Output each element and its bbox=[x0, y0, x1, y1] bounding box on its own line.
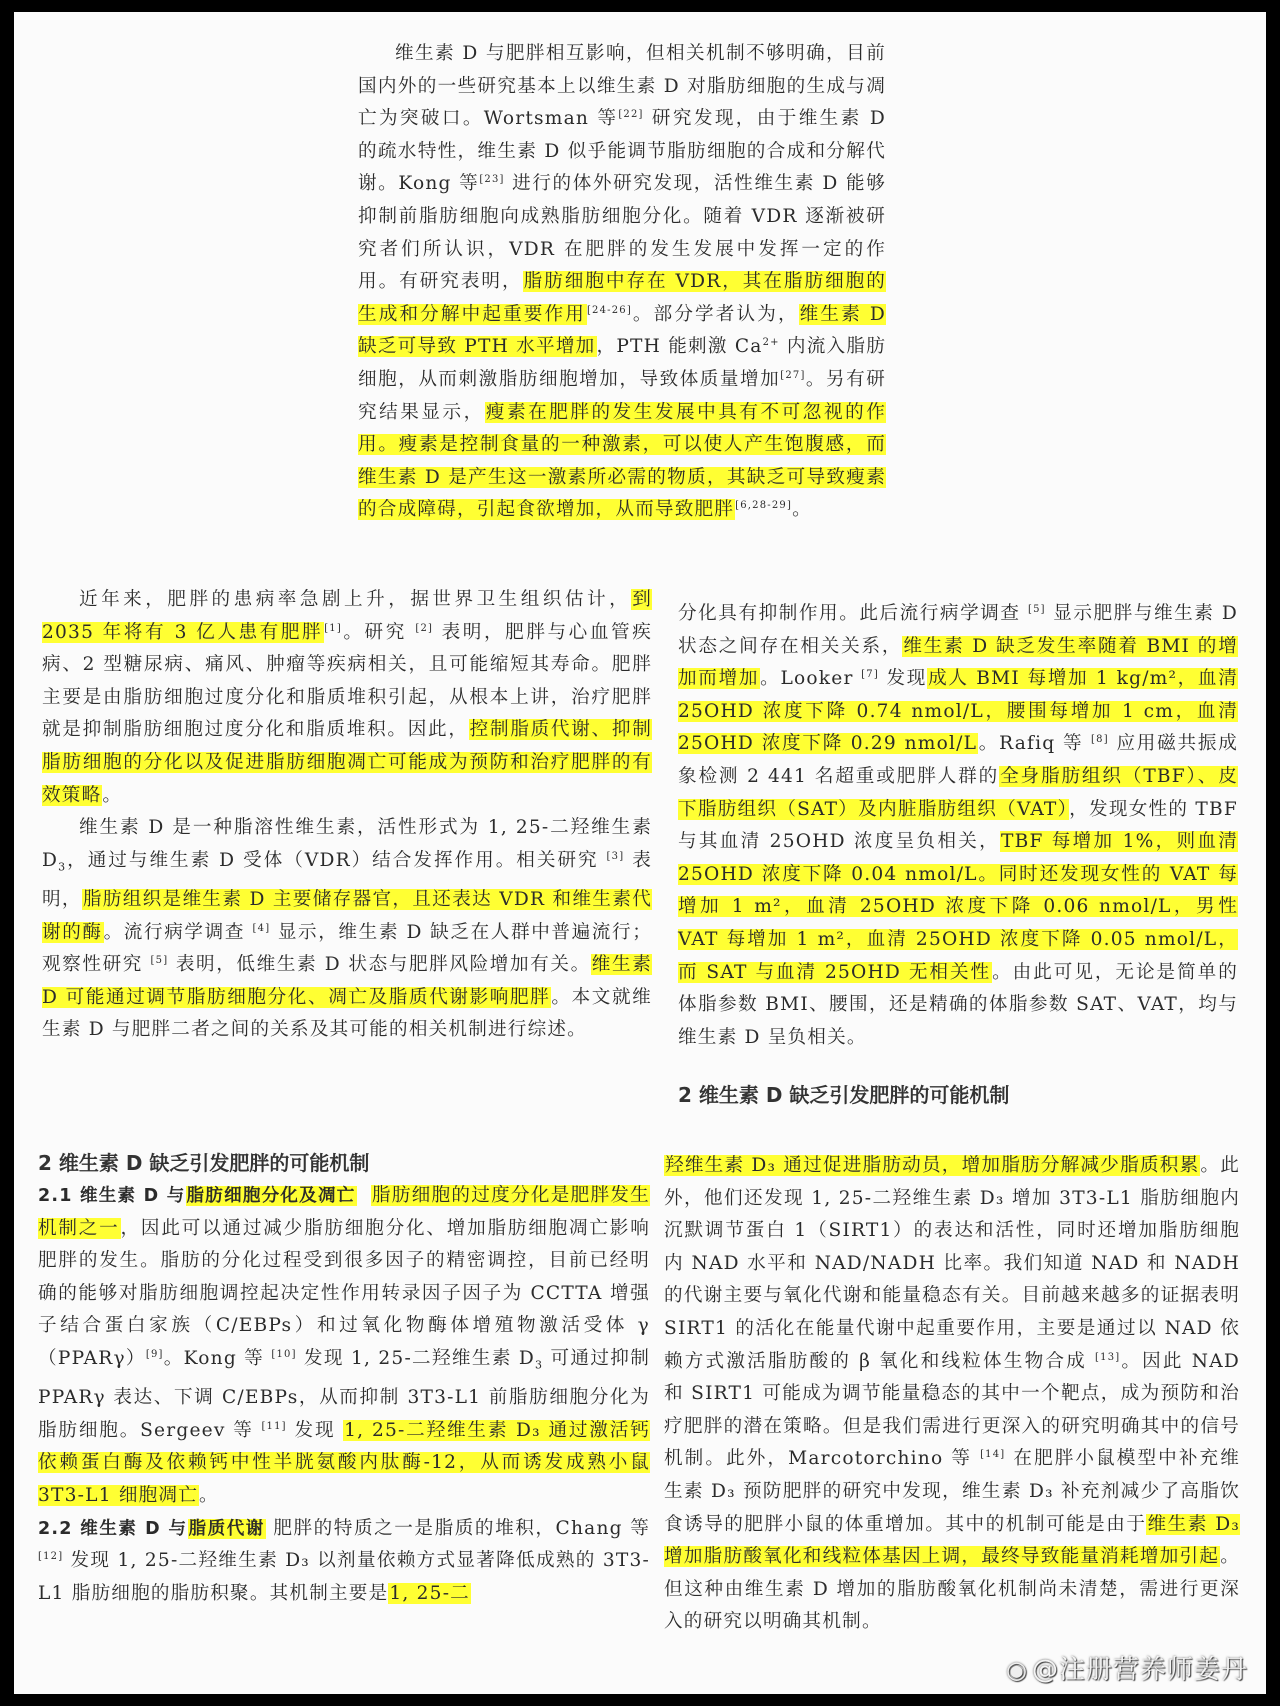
watermark-text: @注册营养师姜丹 bbox=[1031, 1655, 1248, 1685]
text-run: 。部分学者认为， bbox=[631, 303, 799, 325]
citation[interactable]: [11] bbox=[261, 1420, 287, 1432]
section-heading-right: 2 维生素 D 缺乏引发肥胖的可能机制 bbox=[678, 1083, 1010, 1108]
text-run: 显示，维生素 D 缺乏在人群中普遍流行；观察性研究 bbox=[42, 921, 652, 976]
text-run: 。Rafiq 等 bbox=[978, 733, 1092, 755]
text-run: 。此外，他们还发现 1, 25-二羟维生素 D₃ 增加 3T3-L1 脂肪细胞内沉默调节蛋白 1（SIRT1）的表达和活性，同时还增加脂肪细胞内 NAD 水平和 NAD/NADH 比率。我们知道 NAD 和 NADH 的代谢主要与氧化代谢和能量稳态有关。目前越来越多的证据表明 SIRT1 的活化在能量代谢中起重要作用，主要是通过以 NAD 依赖方式激活脂肪酸的 β 氧化和线粒体生物合成 bbox=[664, 1155, 1240, 1372]
highlight: 维生素 D 缺乏可导致 PTH 水平增加 bbox=[358, 303, 886, 358]
bottom-right-column bbox=[664, 1150, 1240, 1639]
citation[interactable]: [10] bbox=[271, 1348, 297, 1360]
citation[interactable]: [27] bbox=[780, 369, 806, 381]
highlight: 到 2035 年将有 3 亿人患有肥胖 bbox=[42, 589, 652, 643]
citation[interactable]: [2] bbox=[415, 622, 434, 634]
highlight: 维生素 D 可能通过调节脂肪细胞分化、凋亡及脂质代谢影响肥胖 bbox=[42, 954, 652, 1008]
section-heading-left: 2 维生素 D 缺乏引发肥胖的可能机制 bbox=[38, 1151, 370, 1175]
highlight: 脂肪组织是维生素 D 主要储存器官，且还表达 VDR 和维生素代谢的酶 bbox=[42, 889, 652, 943]
text-run: 发现 1, 25-二羟维生素 D bbox=[296, 1347, 536, 1369]
citation[interactable]: [12] bbox=[38, 1551, 64, 1563]
highlight: 1, 25-二 bbox=[389, 1582, 470, 1604]
highlight-heading: 脂肪细胞分化及凋亡 bbox=[186, 1186, 356, 1206]
highlight: 维生素 D₃ 增加脂肪酸氧化和线粒体基因上调，最终导致能量消耗增加引起 bbox=[664, 1513, 1240, 1568]
citation[interactable]: [3] bbox=[606, 850, 625, 862]
weibo-icon: ◉ bbox=[1006, 1656, 1028, 1684]
highlight: 成人 BMI 每增加 1 kg/m²，血清 25OHD 浓度下降 0.74 nmol/L，腰围每增加 1 cm，血清 25OHD 浓度下降 0.29 nmol/L bbox=[678, 668, 1239, 755]
section-2-1-paragraph bbox=[38, 1180, 650, 1513]
text-run: 。Looker bbox=[760, 668, 862, 690]
text-run: 。由此可见，无论是简单的体脂参数 BMI、腰围，还是精确的体脂参数 SAT、VAT，均与维生素 D 呈负相关。 bbox=[678, 961, 1239, 1048]
text-run: 表明，低维生素 D 状态与肥胖风险增加有关。 bbox=[168, 954, 591, 976]
highlight: 1, 25-二羟维生素 D₃ 通过激活钙依赖蛋白酶及依赖钙中性半胱氨酸内肽酶-12，从而诱发成熟小鼠 3T3-L1 细胞凋亡 bbox=[38, 1419, 650, 1507]
text-run: 。另有研究结果显示， bbox=[358, 368, 886, 423]
text-run: 。 bbox=[792, 499, 812, 521]
highlight: 瘦素在肥胖的发生发展中具有不可忽视的作用。瘦素是控制食量的一种激素，可以使人产生饱腹感，而维生素 D 是产生这一激素所必需的物质，其缺乏可导致瘦素的合成障碍，引起食欲增加，从而导致肥胖 bbox=[358, 401, 887, 521]
text-run: 。流行病学调查 bbox=[103, 921, 253, 943]
citation[interactable]: [6,28-29] bbox=[735, 500, 793, 512]
subsection-heading: 2.1 维生素 D 与 bbox=[38, 1186, 186, 1206]
subscript: 3 bbox=[58, 860, 67, 874]
citation[interactable]: [7] bbox=[861, 669, 879, 680]
citation[interactable]: [5] bbox=[1028, 603, 1046, 615]
text-run: 表明， bbox=[42, 849, 652, 911]
text-run: 。研究 bbox=[341, 621, 416, 643]
highlight-heading: 脂质代谢 bbox=[188, 1518, 265, 1539]
citation[interactable]: [4] bbox=[252, 922, 271, 934]
document-page bbox=[14, 12, 1266, 1694]
text-run: 维生素 D 是一种脂溶性维生素，活性形式为 1, 25-二羟维生素 D bbox=[42, 817, 652, 871]
highlight: 维生素 D 缺乏发生率随着 BMI 的增加而增加 bbox=[678, 635, 1238, 690]
subscript: 3 bbox=[535, 1358, 544, 1372]
top-paragraph-block bbox=[358, 38, 886, 527]
text-run: 可通过抑制 PPARγ 表达、下调 C/EBPs，从而抑制 3T3-L1 前脂肪细胞分化为脂肪细胞。Sergeev 等 bbox=[38, 1347, 650, 1441]
text-run: 显示肥胖与维生素 D 状态之间存在相关关系， bbox=[678, 603, 1238, 657]
bottom-left-column bbox=[38, 1148, 650, 1610]
highlight: 脂肪细胞的过度分化是肥胖发生机制之一 bbox=[38, 1185, 650, 1239]
epidemiology-paragraph bbox=[678, 598, 1238, 1054]
text-run: ，通过与维生素 D 受体（VDR）结合发挥作用。相关研究 bbox=[66, 849, 607, 871]
top-paragraph bbox=[358, 38, 886, 527]
middle-left-column bbox=[42, 584, 652, 1047]
citation[interactable]: [1] bbox=[324, 622, 342, 634]
text-run: 发现 bbox=[286, 1419, 344, 1441]
highlight: TBF 每增加 1%，则血清 25OHD 浓度下降 0.04 nmol/L。同时还发现女性的 VAT 每增加 1 m²，血清 25OHD 浓度下降 0.06 nmol/L，男性 VAT 每增加 1 m²，血清 25OHD 浓度下降 0.05 nmol/L，而 SAT 与血清 25OHD 无相关性 bbox=[678, 831, 1238, 983]
text-run: 。 bbox=[199, 1485, 219, 1507]
intro-paragraph-2 bbox=[42, 812, 652, 1047]
text-run: ，因此可以通过减少脂肪细胞分化、增加脂肪细胞凋亡影响肥胖的发生。脂肪的分化过程受到很多因子的精密调控，目前已经明确的能够对脂肪细胞调控起决定性作用转录因子因子为 CCTTA 增强子结合蛋白家族（C/EBPs）和过氧化物酶体增殖物激活受体 γ（PPARγ） bbox=[38, 1217, 650, 1369]
highlight: 羟维生素 D₃ 通过促进脂肪动员，增加脂肪分解减少脂质积累 bbox=[665, 1155, 1200, 1176]
text-run: 内流入脂肪细胞，从而刺激脂肪细胞增加，导致体质量增加 bbox=[358, 336, 886, 390]
highlight: 脂肪细胞中存在 VDR，其在脂肪细胞的生成和分解中起重要作用 bbox=[358, 271, 887, 325]
citation[interactable]: [23] bbox=[479, 174, 505, 186]
text-run: 。但这种由维生素 D 增加的脂肪酸氧化机制尚未清楚，需进行更深入的研究以明确其机制。 bbox=[664, 1546, 1240, 1633]
citation[interactable]: [5] bbox=[150, 955, 169, 967]
text-run: 分化具有抑制作用。此后流行病学调查 bbox=[678, 603, 1028, 624]
citation[interactable]: [8] bbox=[1091, 734, 1109, 746]
text-run: 发现 1, 25-二羟维生素 D₃ 以剂量依赖方式显著降低成熟的 3T3-L1 脂肪细胞的脂肪积聚。其机制主要是 bbox=[38, 1550, 650, 1604]
intro-paragraph-1 bbox=[42, 584, 652, 812]
citation[interactable]: [9] bbox=[145, 1348, 164, 1360]
text-run: 表明，肥胖与心血管疾病、2 型糖尿病、痛风、肿瘤等疾病相关，且可能缩短其寿命。肥胖主要是由脂肪细胞过度分化和脂质堆积引起，从根本上讲，治疗肥胖就是抑制脂肪细胞过度分化和脂质堆积。因此， bbox=[42, 621, 652, 741]
text-run: 。 bbox=[102, 784, 123, 806]
text-run: 。因此 NAD 和 SIRT1 可能成为调节能量稳态的其中一个靶点，成为预防和治疗肥胖的潜在策略。但是我们需进行更深入的研究明确其中的信号机制。此外，Marcotorchino 等 bbox=[664, 1350, 1240, 1470]
superscript: 2+ bbox=[762, 337, 780, 349]
text-run: 研究发现，由于维生素 D 的疏水特性，维生素 D 似乎能调节脂肪细胞的合成和分解代谢。Kong 等 bbox=[358, 108, 886, 195]
highlight: 全身脂肪组织（TBF）、皮下脂肪组织（SAT）及内脏脂肪组织（VAT） bbox=[678, 765, 1238, 820]
watermark bbox=[1006, 1649, 1248, 1686]
text-run: 肥胖的特质之一是脂质的堆积，Chang 等 bbox=[265, 1517, 650, 1539]
citation[interactable]: [24-26] bbox=[586, 304, 632, 316]
citation[interactable]: [13] bbox=[1095, 1351, 1121, 1363]
text-run: 。本文就维生素 D 与肥胖二者之间的关系及其可能的相关机制进行综述。 bbox=[42, 986, 652, 1041]
text-run: 维生素 D 与肥胖相互影响，但相关机制不够明确，目前国内外的一些研究基本上以维生素 D 对脂肪细胞的生成与凋亡为突破口。Wortsman 等 bbox=[358, 43, 886, 130]
text-run: 。Kong 等 bbox=[163, 1347, 272, 1369]
text-run: 进行的体外研究发现，活性维生素 D 能够抑制前脂肪细胞向成熟脂肪细胞分化。随着 VDR 逐渐被研究者们所认识，VDR 在肥胖的发生发展中发挥一定的作用。有研究表明， bbox=[358, 173, 886, 293]
citation[interactable]: [22] bbox=[618, 109, 644, 120]
text-run: 应用磁共振成象检测 2 441 名超重或肥胖人群的 bbox=[678, 733, 1239, 787]
text-run: 发现 bbox=[878, 668, 928, 690]
section-2-2-continued bbox=[664, 1150, 1240, 1639]
text-run: ，发现女性的 TBF 与其血清 25OHD 浓度呈负相关， bbox=[678, 798, 1238, 853]
subsection-heading: 2.2 维生素 D 与 bbox=[38, 1518, 188, 1539]
citation[interactable]: [14] bbox=[980, 1449, 1006, 1461]
highlight: 控制脂质代谢、抑制脂肪细胞的分化以及促进脂肪细胞凋亡可能成为预防和治疗肥胖的有效策略 bbox=[42, 719, 652, 806]
middle-right-column bbox=[678, 598, 1238, 1110]
text-run: 近年来，肥胖的患病率急剧上升，据世界卫生组织估计， bbox=[79, 589, 632, 610]
section-2-2-paragraph bbox=[38, 1513, 650, 1611]
text-run: ，PTH 能刺激 Ca bbox=[596, 336, 763, 358]
text-run: 在肥胖小鼠模型中补充维生素 D₃ 预防肥胖的研究中发现，维生素 D₃ 补充剂减少了高脂饮食诱导的肥胖小鼠的体重增加。其中的机制可能是由于 bbox=[664, 1448, 1241, 1535]
